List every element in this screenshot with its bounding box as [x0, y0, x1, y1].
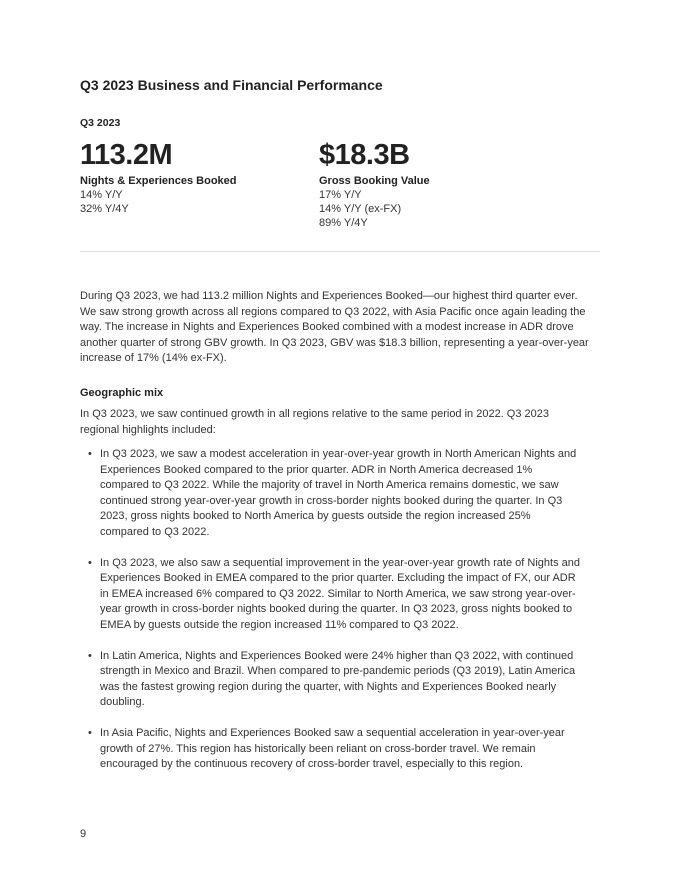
metric-value: $18.3B [319, 139, 410, 171]
section-divider [80, 251, 600, 252]
quarter-label: Q3 2023 [80, 117, 121, 129]
metric-label: Nights & Experiences Booked [80, 175, 237, 187]
list-item [80, 649, 580, 711]
metric-value: 113.2M [80, 139, 173, 171]
bullet-icon: • [88, 649, 92, 662]
metric-label: Gross Booking Value [319, 175, 430, 187]
metric-detail: 14% Y/Y [80, 189, 123, 201]
metric-detail: 14% Y/Y (ex-FX) [319, 203, 402, 215]
page-title: Q3 2023 Business and Financial Performance [80, 77, 383, 93]
metric-detail: 89% Y/4Y [319, 217, 368, 229]
list-item-text: In Asia Pacific, Nights and Experiences Booked saw a sequential acceleration in year-over-year growth of 27%. This region has historically been reliant on cross-border travel. We remain encouraged by the continuous recovery of cross-border travel, especially to this region. [100, 727, 565, 770]
page-number: 9 [80, 828, 87, 840]
bullet-icon: • [88, 727, 92, 739]
bullet-icon: • [88, 556, 92, 569]
list-item [80, 447, 580, 540]
list-item-text: In Latin America, Nights and Experiences Booked were 24% higher than Q3 2022, with continued strength in Mexico and Brazil. When compared to pre-pandemic periods (Q3 2019), Latin America was the fastest growing region during the quarter, with Nights and Experiences Booked nearly doubling. [100, 649, 576, 708]
list-item [80, 726, 580, 773]
list-item-text: In Q3 2023, we saw a modest acceleration in year-over-year growth in North American Nights and Experiences Booked compared to the prior quarter. ADR in North America decreased 1% compared to Q3 2022. While the majority of travel in North America remains domestic, we saw continued strong year-over-year growth in cross-border nights booked during the quarter. In Q3 2023, gross nights booked to North America by guests outside the region increased 25% compared to Q3 2022. [100, 448, 577, 538]
bullet-icon: • [88, 448, 92, 460]
regional-highlights-list [80, 447, 580, 788]
metric-nights-booked [80, 138, 310, 216]
geographic-mix-heading: Geographic mix [80, 387, 164, 399]
metric-gross-booking-value [319, 138, 549, 230]
list-item-text: In Q3 2023, we also saw a sequential improvement in the year-over-year growth rate of Nights and Experiences Booked in EMEA compared to the prior quarter. Excluding the impact of FX, our ADR in EMEA increased 6% compared to Q3 2022. Similar to North America, we saw strong year-over-year growth in cross-border nights booked during the quarter. In Q3 2023, gross nights booked to EMEA by guests outside the region increased 11% compared to Q3 2022. [100, 556, 580, 631]
intro-paragraph: During Q3 2023, we had 113.2 million Nights and Experiences Booked—our highest third quarter ever. We saw strong growth across all regions compared to Q3 2022, with Asia Pacific once again leading the way. The increase in Nights and Experiences Booked combined with a modest increase in ADR drove another quarter of strong GBV growth. In Q3 2023, GBV was $18.3 billion, representing a year-over-year increase of 17% (14% ex-FX). [80, 290, 589, 364]
geographic-mix-intro: In Q3 2023, we saw continued growth in all regions relative to the same period in 2022. Q3 2023 regional highlights included: [80, 408, 550, 436]
metric-detail: 32% Y/4Y [80, 203, 129, 215]
metric-detail: 17% Y/Y [319, 189, 362, 201]
list-item [80, 556, 580, 634]
